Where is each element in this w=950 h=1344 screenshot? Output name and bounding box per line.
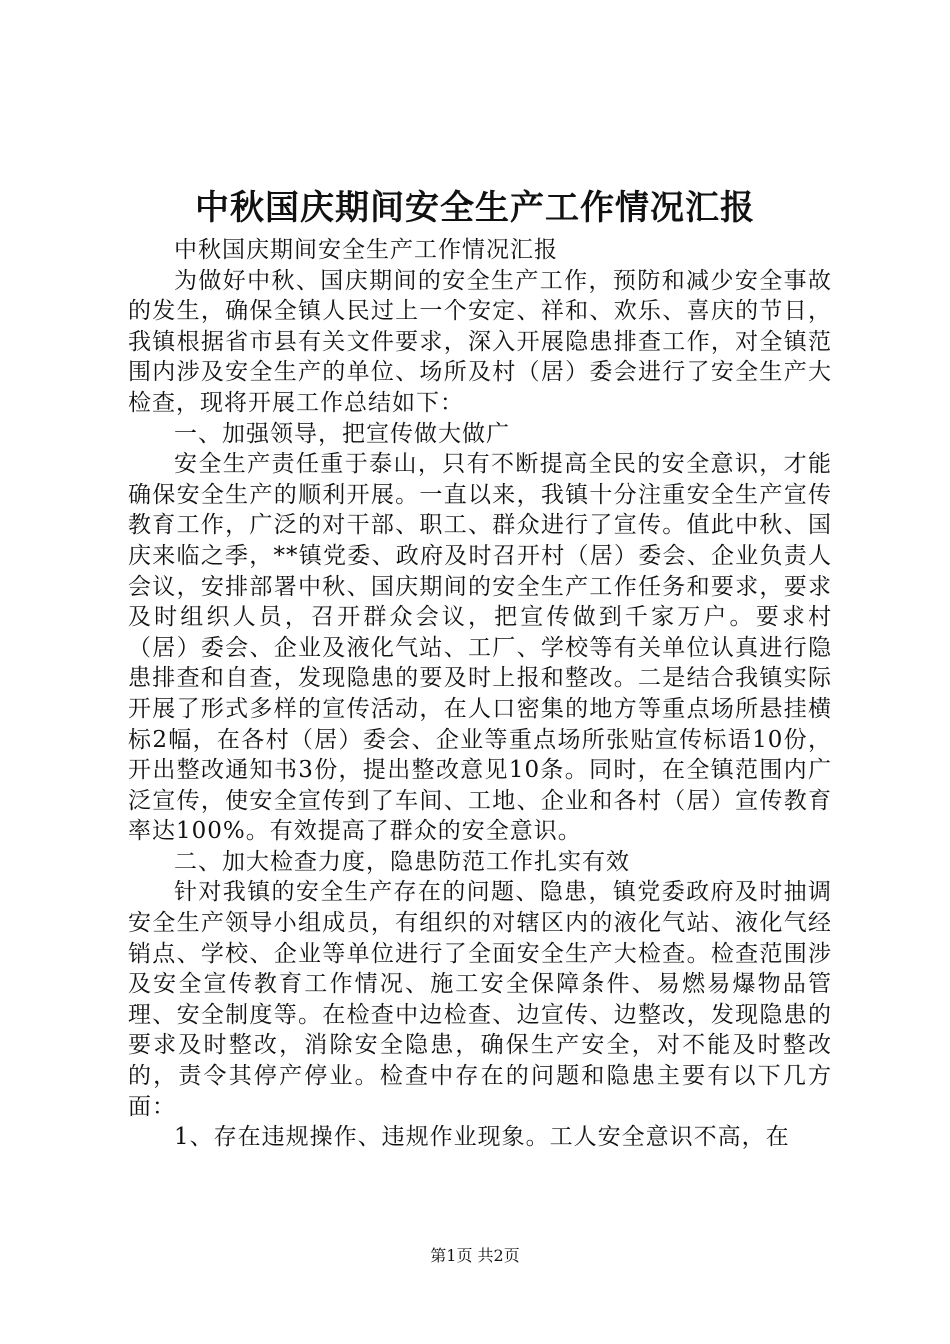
paragraph-intro: 为做好中秋、国庆期间的安全生产工作，预防和减少安全事故的发生，确保全镇人民过上一个安定、祥和、欢乐、喜庆的节日，我镇根据省市县有关文件要求，深入开展隐患排查工作，对全镇范围内涉及安全生产的单位、场所及村（居）委会进行了安全生产大检查，现将开展工作总结如下： — [128, 267, 832, 416]
document-title: 中秋国庆期间安全生产工作情况汇报 — [195, 188, 755, 228]
paragraph-item-1: 1、存在违规操作、违规作业现象。工人安全意识不高，在 — [174, 1124, 790, 1151]
paragraph-section-2: 针对我镇的安全生产存在的问题、隐患，镇党委政府及时抽调安全生产领导小组成员，有组织的对辖区内的液化气站、液化气经销点、学校、企业等单位进行了全面安全生产大检查。检查范围涉及安全宣传教育工作情况、施工安全保障条件、易燃易爆物品管理、安全制度等。在检查中边检查、边宣传、边整改，发现隐患的要求及时整改，消除安全隐患，确保生产安全，对不能及时整改的，责令其停产停业。检查中存在的问题和隐患主要有以下几方面： — [128, 879, 832, 1120]
paragraph-section-1: 安全生产责任重于泰山，只有不断提高全民的安全意识，才能确保安全生产的顺利开展。一直以来，我镇十分注重安全生产宣传教育工作，广泛的对干部、职工、群众进行了宣传。值此中秋、国庆来临之季，**镇党委、政府及时召开村（居）委会、企业负责人会议，安排部署中秋、国庆期间的安全生产工作任务和要求，要求及时组织人员，召开群众会议，把宣传做到千家万户。要求村（居）委会、企业及液化气站、工厂、学校等有关单位认真进行隐患排查和自查，发现隐患的要及时上报和整改。二是结合我镇实际开展了形式多样的宣传活动，在人口密集的地方等重点场所悬挂横标2幅，在各村（居）委会、企业等重点场所张贴宣传标语10份，开出整改通知书3份，提出整改意见10条。同时，在全镇范围内广泛宣传，使安全宣传到了车间、工地、企业和各村（居）宣传教育率达100%。有效提高了群众的安全意识。 — [128, 451, 832, 845]
page-footer: 第1页 共2页 — [430, 1246, 520, 1265]
paragraph-subtitle: 中秋国庆期间安全生产工作情况汇报 — [174, 237, 558, 263]
section-heading-2: 二、加大检查力度，隐患防范工作扎实有效 — [174, 848, 630, 875]
section-heading-1: 一、加强领导，把宣传做大做广 — [174, 420, 510, 447]
document-body — [128, 235, 832, 1153]
